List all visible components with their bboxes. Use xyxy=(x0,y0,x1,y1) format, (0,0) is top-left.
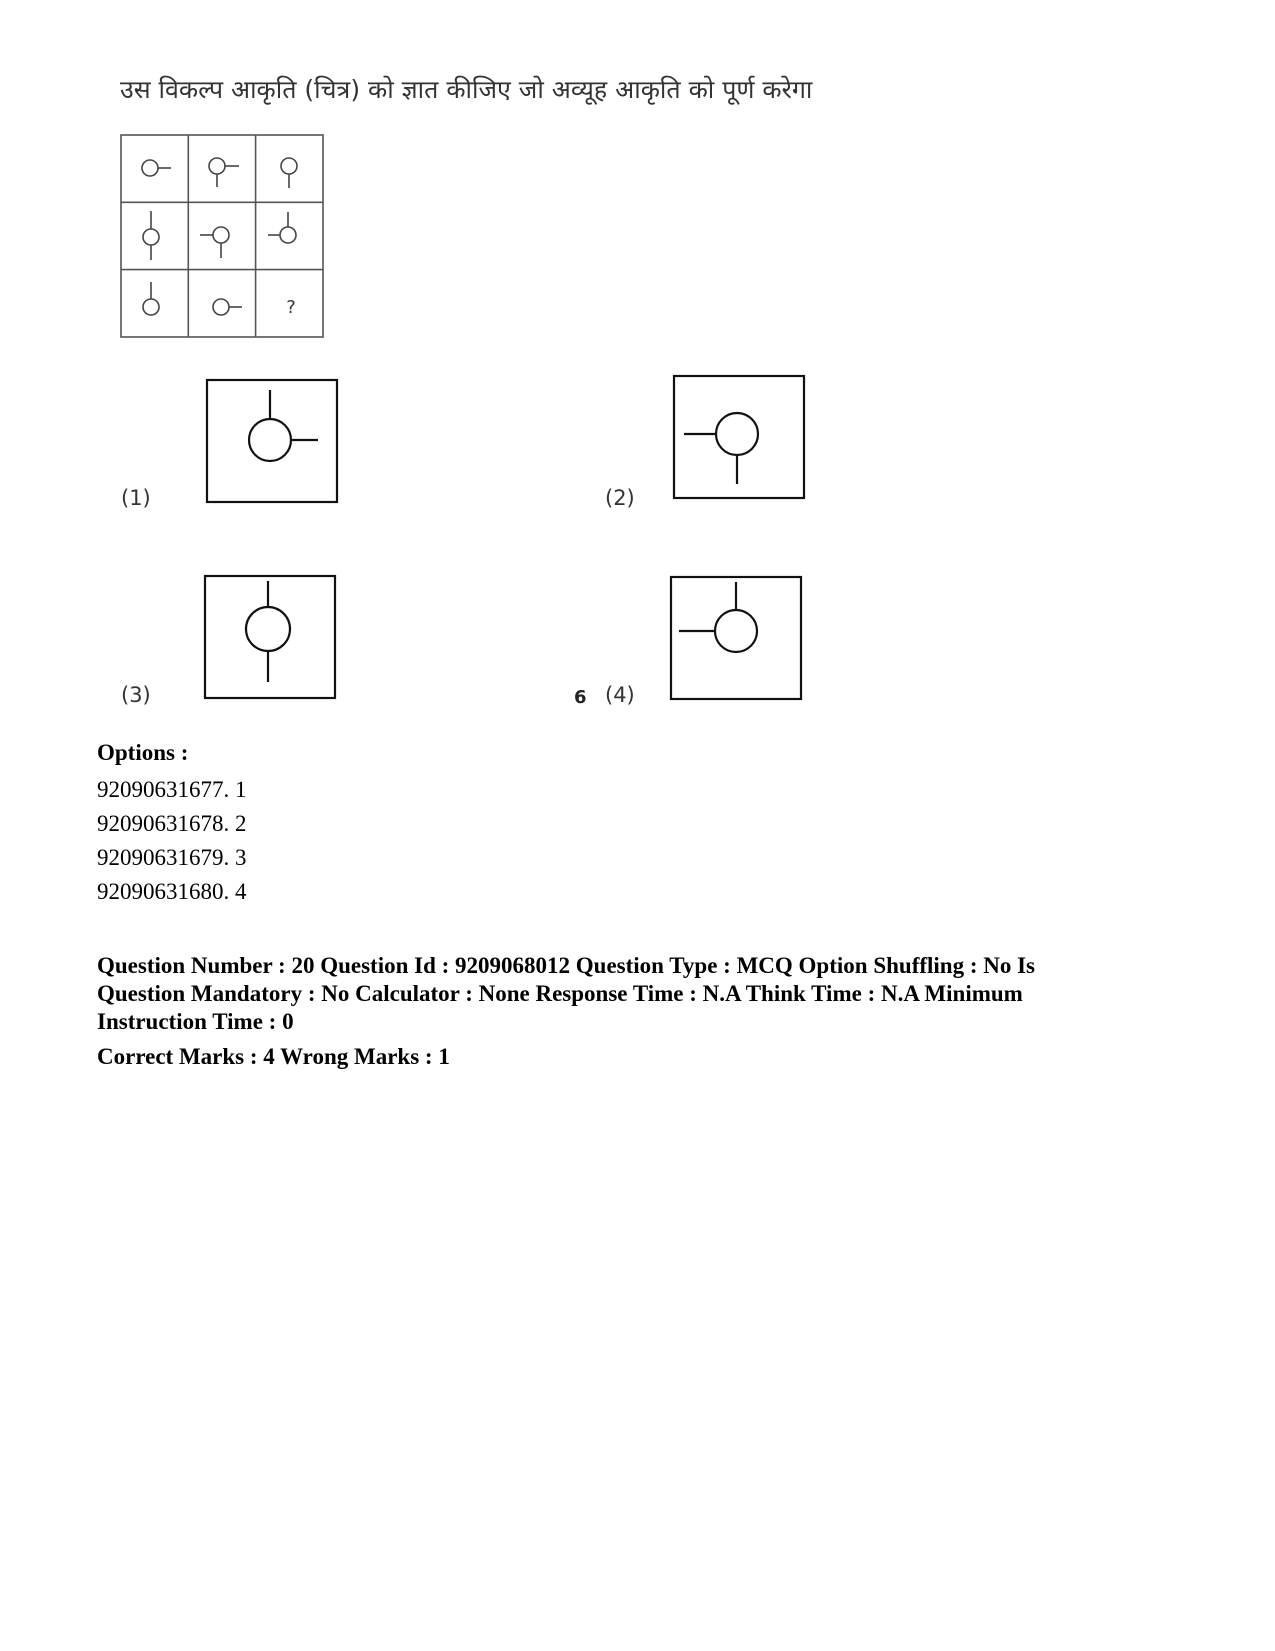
question-metadata xyxy=(97,952,1177,1036)
answer-figure-3 xyxy=(203,574,339,701)
question-text: उस विकल्प आकृति (चित्र) को ज्ञात कीजिए जो अव्यूह आकृति को पूर्ण करेगा xyxy=(120,75,813,104)
matrix-cell-2-3 xyxy=(268,212,296,243)
answer-figure-label-2: (2) xyxy=(605,486,635,510)
option-item: 92090631678. 2 xyxy=(97,811,247,836)
marks-info: Correct Marks : 4 Wrong Marks : 1 xyxy=(97,1044,450,1069)
option-item: 92090631680. 4 xyxy=(97,879,247,904)
metadata-line: Instruction Time : 0 xyxy=(97,1009,294,1034)
options-list xyxy=(97,773,247,909)
answer-figure-label-1: (1) xyxy=(121,486,151,510)
option-item: 92090631679. 3 xyxy=(97,845,247,870)
option-item: 92090631677. 1 xyxy=(97,777,247,802)
matrix-cell-1-3 xyxy=(281,158,297,188)
matrix-missing-cell: ? xyxy=(286,297,296,318)
answer-figure-label-4: (4) xyxy=(605,683,635,707)
matrix-cell-1-2 xyxy=(209,158,239,187)
matrix-cell-2-2 xyxy=(200,227,229,258)
answer-figure-1 xyxy=(205,378,341,505)
answer-figure-2 xyxy=(672,374,808,501)
matrix-cell-3-2 xyxy=(213,299,242,315)
metadata-line: Question Mandatory : No Calculator : None Response Time : N.A Think Time : N.A Minimum xyxy=(97,981,1023,1006)
question-matrix-figure xyxy=(120,134,326,340)
answer-figure-4 xyxy=(669,575,805,702)
options-heading: Options : xyxy=(97,740,189,765)
matrix-cell-3-1 xyxy=(143,282,159,315)
metadata-line: Question Number : 20 Question Id : 9209068012 Question Type : MCQ Option Shuffling : No Is xyxy=(97,953,1036,978)
answer-figure-label-3: (3) xyxy=(121,683,151,707)
page-number: 6 xyxy=(574,687,587,708)
matrix-cell-2-1 xyxy=(143,211,159,260)
matrix-cell-1-1 xyxy=(142,160,171,176)
